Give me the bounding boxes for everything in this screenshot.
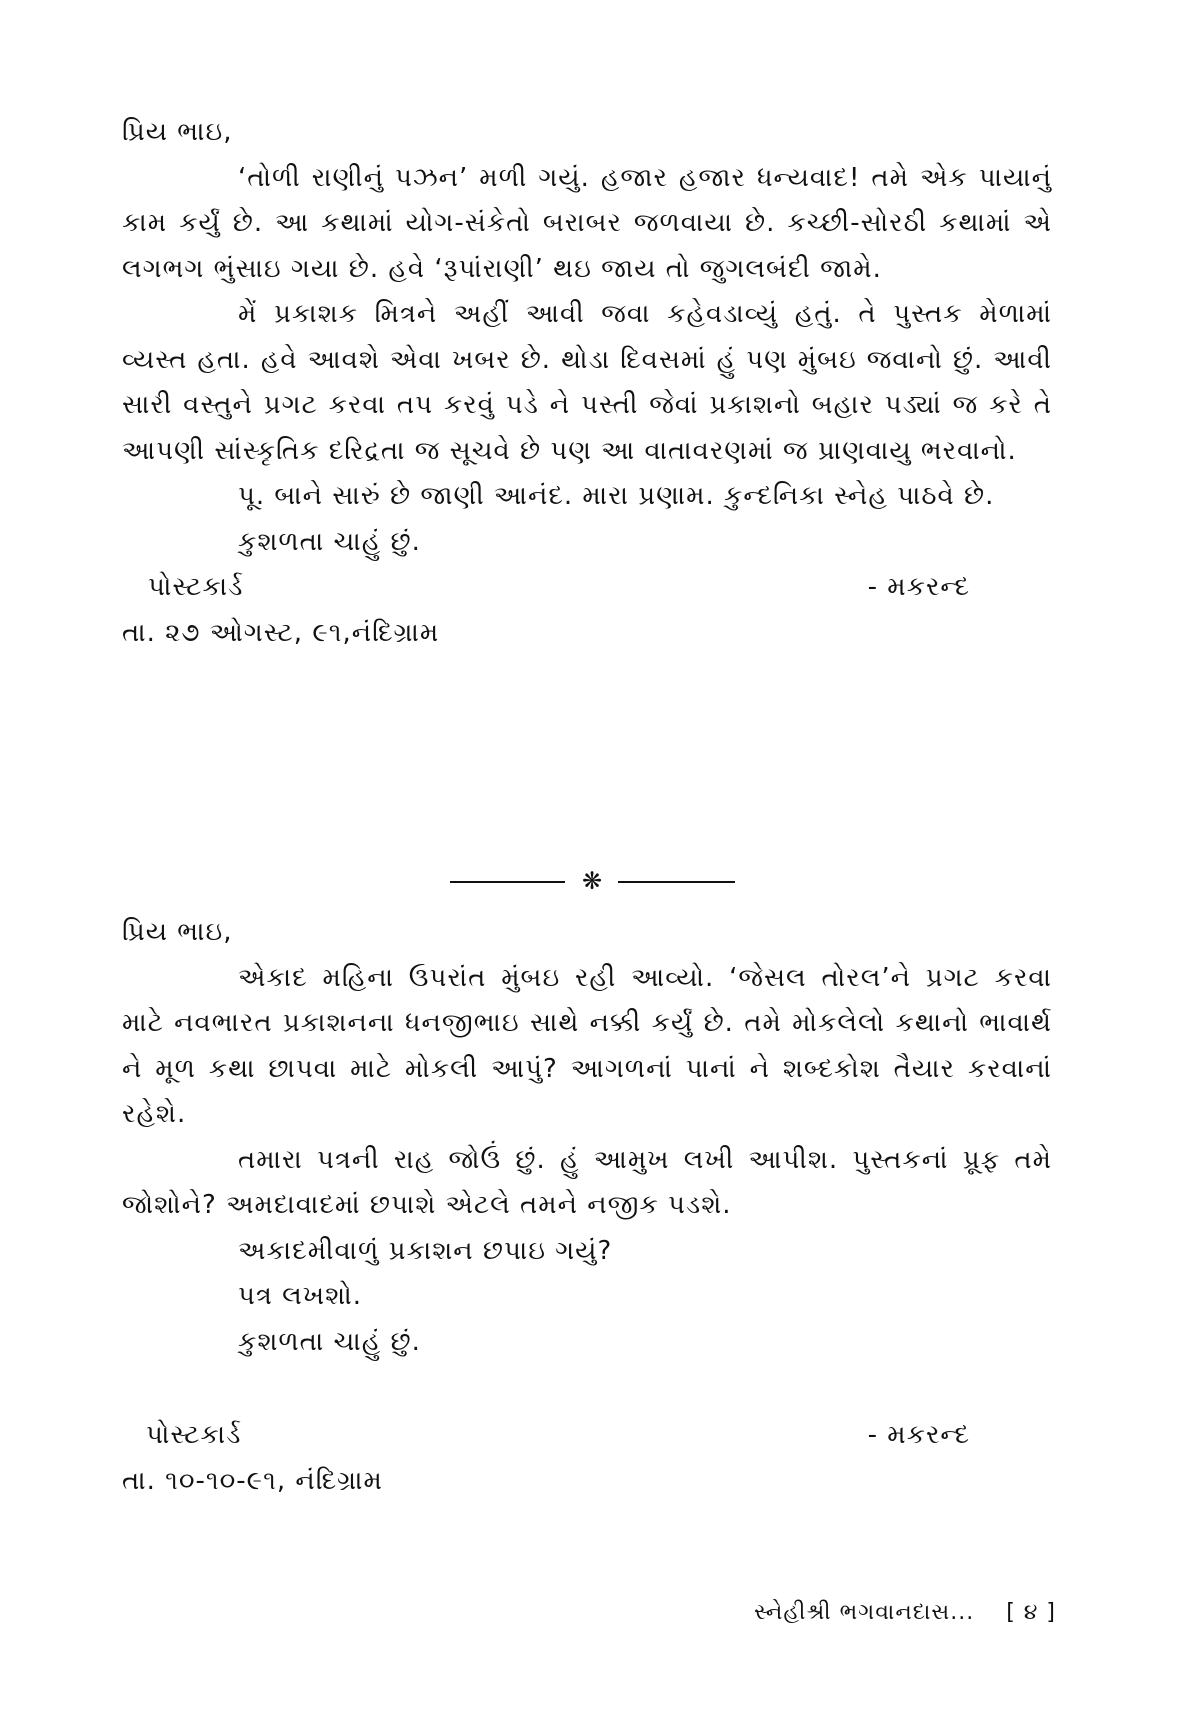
letter-2-closing-2: પત્ર લખશો. [238, 1281, 362, 1311]
letter-2-salutation: પ્રિય ભાઇ, [122, 917, 233, 947]
letter-2-sign-row [122, 1413, 1052, 1459]
divider-line-right [618, 881, 735, 883]
letter-2-spacer [122, 1365, 1052, 1413]
section-divider [450, 867, 735, 895]
letter-1-salutation: પ્રિય ભાઇ, [122, 117, 233, 147]
letter-2-paragraph-1: એકાદ મહિના ઉપરાંત મુંબઇ રહી આવ્યો. ‘જેસલ તોરલ’ને પ્રગટ કરવા માટે નવભારત પ્રકાશનના ધનજીભાઇ સાથે નક્કી કર્યું છે. તમે મોકલેલો કથાનો ભાવાર્થ ને મૂળ કથા છાપવા માટે મોકલી આપું? આગળનાં પાનાં ને શબ્દકોશ તૈયાર કરવાનાં રહેશે. [122, 962, 1052, 1129]
letter-1 [122, 110, 1052, 656]
letter-2 [122, 910, 1052, 1504]
letter-1-card-type: પોસ્ટકાર્ડ [148, 572, 244, 602]
page-number: [ ૪ ] [1006, 1600, 1056, 1625]
letter-2-card-type: પોસ્ટકાર્ડ [146, 1420, 242, 1450]
divider-line-left [450, 881, 565, 883]
letter-2-closing-3: કુશળતા ચાહું છું. [238, 1326, 421, 1357]
letter-2-signature: - મકરન્દ [867, 1420, 970, 1450]
letter-1-paragraph-3: પૂ. બાને સારું છે જાણી આનંદ. મારા પ્રણામ. કુન્દનિકા સ્નેહ પાઠવે છે. [238, 481, 995, 511]
letter-1-paragraph-1: ‘તોળી રાણીનું પઝન’ મળી ગયું. હજાર હજાર ધન્યવાદ! તમે એક પાયાનું કામ કર્યું છે. આ કથામાં યોગ-સંકેતો બરાબર જળવાયા છે. કચ્છી-સોરઠી કથામાં એ લગભગ ભુંસાઇ ગયા છે. હવે ‘રૂપાંરાણી’ થઇ જાય તો જુગલબંદી જામે. [122, 162, 1052, 284]
letter-2-closing-1: અકાદમીવાળું પ્રકાશન છપાઇ ગયું? [238, 1235, 613, 1266]
letter-2-dateline: તા. ૧૦-૧૦-૯૧, નંદિગ્રામ [122, 1465, 383, 1496]
letter-2-paragraph-2: તમારા પત્રની રાહ જોઉં છું. હું આમુખ લખી આપીશ. પુસ્તકનાં પ્રૂફ તમે જોશોને? અમદાવાદમાં છપાશે એટલે તમને નજીક પડશે. [122, 1144, 1052, 1220]
page-footer [754, 1600, 1056, 1625]
running-title: સ્નેહીશ્રી ભગવાનદાસ... [754, 1600, 975, 1625]
letter-1-sign-row [122, 565, 1052, 611]
letter-1-signature: - મકરન્દ [867, 572, 970, 602]
letter-1-dateline: તા. ૨૭ ઓગસ્ટ, ૯૧,નંદિગ્રામ [122, 617, 440, 648]
divider-ornament-icon: ❋ [581, 867, 603, 895]
letter-1-paragraph-2: મેં પ્રકાશક મિત્રને અહીં આવી જવા કહેવડાવ્યું હતું. તે પુસ્તક મેળામાં વ્યસ્ત હતા. હવે આવશે એવા ખબર છે. થોડા દિવસમાં હું પણ મુંબઇ જવાનો છું. આવી સારી વસ્તુને પ્રગટ કરવા તપ કરવું પડે ને પસ્તી જેવાં પ્રકાશનો બહાર પડ્યાં જ કરે તે આપણી સાંસ્કૃતિક દરિદ્રતા જ સૂચવે છે પણ આ વાતાવરણમાં જ પ્રાણવાયુ ભરવાનો. [122, 299, 1052, 466]
letter-1-closing: કુશળતા ચાહું છું. [238, 526, 421, 557]
